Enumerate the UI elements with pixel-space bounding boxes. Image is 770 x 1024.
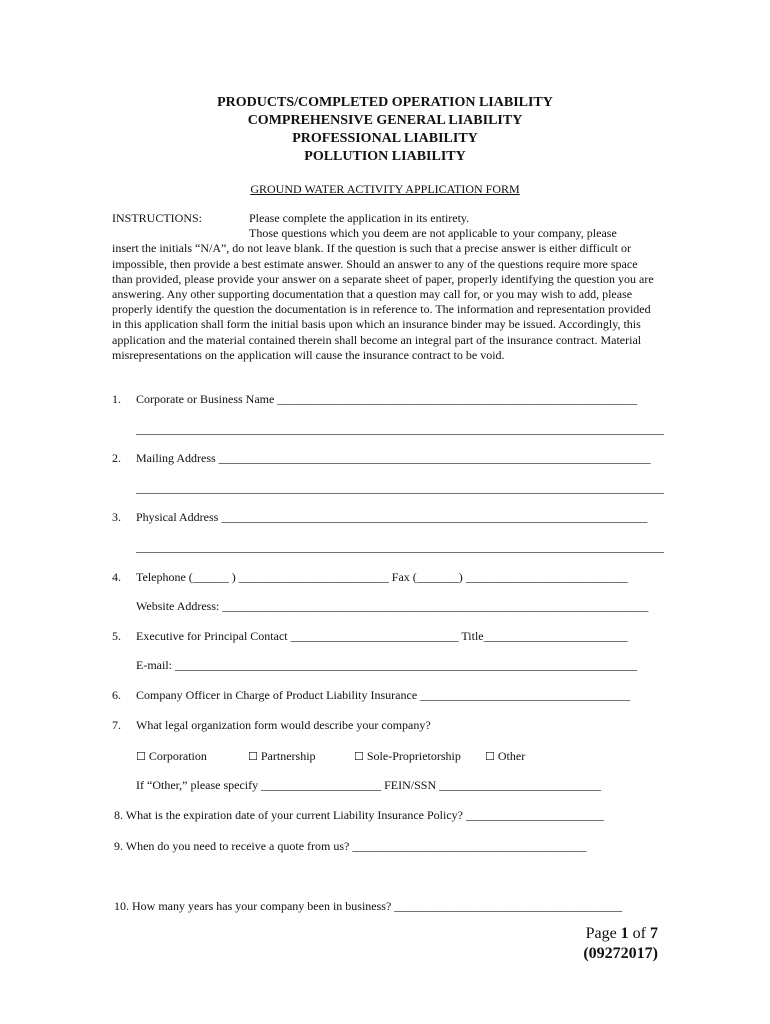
option-label: Partnership — [260, 749, 316, 763]
business-name-field[interactable]: Corporate or Business Name ____________________________________________________________ — [136, 392, 638, 406]
other-specify-fein-field[interactable]: If “Other,” please specify ____________________ FEIN/SSN ___________________________ — [136, 778, 602, 792]
page-current: 1 — [620, 925, 629, 942]
title-line-1: PRODUCTS/COMPLETED OPERATION LIABILITY — [217, 95, 553, 110]
checkbox-icon[interactable]: ☐ — [248, 750, 258, 763]
question-5[interactable] — [112, 629, 628, 644]
title-line-3: PROFESSIONAL LIABILITY — [292, 131, 478, 146]
option-partnership[interactable] — [248, 749, 316, 764]
form-code — [583, 944, 658, 964]
option-label: Sole-Proprietorship — [366, 749, 461, 763]
business-name-continuation[interactable]: ________________________________________________________________________________________ — [136, 422, 664, 436]
question-8-expiration-date[interactable]: 8. What is the expiration date of your current Liability Insurance Policy? _______________________ — [114, 808, 605, 822]
page-prefix: Page — [585, 925, 621, 942]
question-7 — [112, 718, 431, 733]
question-7-text: What legal organization form would describe your company? — [136, 718, 431, 732]
option-label: Other — [497, 749, 526, 763]
form-code-text: (09272017) — [583, 945, 658, 962]
executive-contact-field[interactable]: Executive for Principal Contact ____________________________ Title________________________ — [136, 629, 628, 643]
telephone-fax-field[interactable]: Telephone (______ ) _________________________ Fax (_______) ___________________________ — [136, 570, 628, 584]
question-3[interactable] — [112, 510, 647, 525]
page-number — [583, 924, 658, 944]
title-line-4: POLLUTION LIABILITY — [304, 149, 466, 164]
mailing-address-continuation[interactable]: ________________________________________________________________________________________ — [136, 481, 664, 495]
checkbox-icon[interactable]: ☐ — [354, 750, 364, 763]
option-other[interactable] — [485, 749, 525, 764]
checkbox-icon[interactable]: ☐ — [136, 750, 146, 763]
instructions-second-line: Those questions which you deem are not applicable to your company, please — [249, 226, 617, 241]
email-field[interactable]: E-mail: _____________________________________________________________________________ — [136, 658, 637, 672]
instructions-body: insert the initials “N/A”, do not leave blank. If the question is such that a precise answer is either difficult or impossible, then provide a best estimate answer. Should an answer to any of the questions require more space than provided, please provide your answer on a separate sheet of paper, properly identifying the question you are answering. Any other supporting documentation that a question may call for, or you may wish to add, please properly identify the question the documentation is in reference to. The information and representation provided in this application shall form the initial basis upon which an insurance binder may be issued. Accordingly, this application and the material contained therein shall become an integral part of the insurance contract. Material misrepresentations on the application will cause the insurance contract to be void. — [112, 241, 654, 362]
physical-address-field[interactable]: Physical Address _______________________________________________________________________ — [136, 510, 648, 524]
question-number: 1. — [112, 392, 121, 406]
question-number: 5. — [112, 629, 121, 643]
form-titles — [0, 94, 770, 166]
question-number: 3. — [112, 510, 121, 524]
website-address-field[interactable]: Website Address: _______________________________________________________________________ — [136, 599, 649, 613]
instructions-first-line: Please complete the application in its entirety. — [249, 211, 470, 225]
option-corporation[interactable] — [136, 749, 207, 764]
question-4[interactable] — [112, 570, 628, 585]
question-number: 7. — [112, 718, 121, 732]
instructions-label: INSTRUCTIONS: — [112, 211, 203, 225]
page-of: of — [628, 925, 650, 942]
mailing-address-field[interactable]: Mailing Address ________________________________________________________________________ — [136, 451, 651, 465]
option-label: Corporation — [148, 749, 207, 763]
title-line-2: COMPREHENSIVE GENERAL LIABILITY — [247, 113, 523, 128]
question-9-quote-date[interactable]: 9. When do you need to receive a quote from us? _______________________________________ — [114, 839, 587, 853]
question-1[interactable] — [112, 392, 637, 407]
instructions-block — [112, 211, 657, 363]
question-number: 4. — [112, 570, 121, 584]
form-subtitle: GROUND WATER ACTIVITY APPLICATION FORM — [250, 182, 520, 196]
question-number: 6. — [112, 688, 121, 702]
question-number: 2. — [112, 451, 121, 465]
question-6[interactable] — [112, 688, 630, 703]
page-footer — [583, 924, 658, 964]
page-total: 7 — [650, 925, 658, 942]
physical-address-continuation[interactable]: ________________________________________________________________________________________ — [136, 540, 664, 554]
option-sole-proprietorship[interactable] — [354, 749, 461, 764]
product-liability-officer-field[interactable]: Company Officer in Charge of Product Liability Insurance ___________________________________ — [136, 688, 631, 702]
question-2[interactable] — [112, 451, 651, 466]
question-10-years-in-business[interactable]: 10. How many years has your company been in business? ______________________________________ — [114, 899, 623, 913]
checkbox-icon[interactable]: ☐ — [485, 750, 495, 763]
